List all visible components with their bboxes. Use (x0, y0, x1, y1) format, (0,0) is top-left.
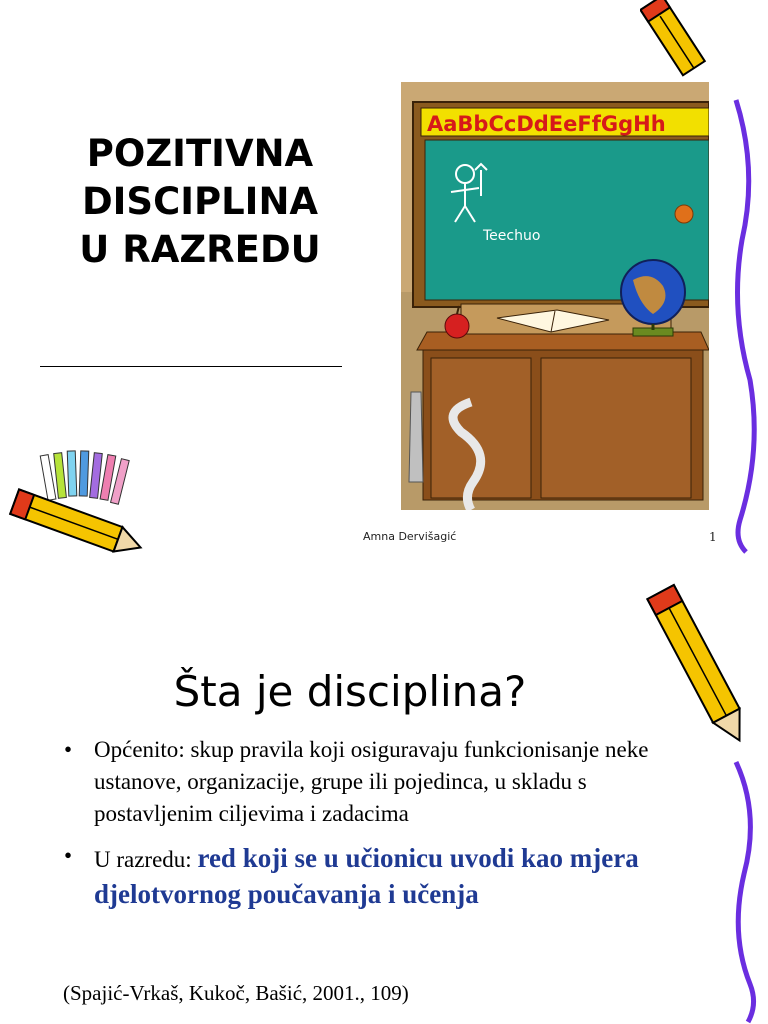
title-divider (40, 366, 342, 367)
page-number: 1 (709, 530, 717, 544)
slide-title (30, 130, 370, 274)
classroom-illustration (401, 82, 709, 510)
citation: (Spajić-Vrkaš, Kukoč, Bašić, 2001., 109) (63, 981, 409, 1005)
title-line-2: DISCIPLINA (81, 180, 319, 223)
slide-2 (0, 568, 768, 1024)
bullet-dot: • (64, 843, 73, 868)
squiggle-decoration (726, 754, 768, 1024)
squiggle-decoration (728, 90, 768, 560)
bullet-item (58, 734, 708, 830)
chalk-text: Teechuo (483, 228, 541, 244)
bullet-list (58, 734, 708, 912)
bullet-item (58, 840, 708, 912)
bullet-dot: • (64, 737, 73, 762)
bullet-emphasis: red koji se u učionicu uvodi kao mjera djelotvornog poučavanja i učenja (94, 843, 639, 909)
crayons-icon (0, 445, 160, 565)
footer-author: Amna Dervišagić (363, 530, 457, 543)
bullet-lead: U razredu: (94, 847, 198, 872)
title-line-3: U RAZREDU (79, 228, 321, 271)
bullet-lead: Općenito (94, 737, 179, 762)
alphabet-strip: AaBbCcDdEeFfGgHh (427, 112, 666, 136)
title-line-1: POZITIVNA (86, 132, 314, 175)
slide-title: Šta je disciplina? (173, 667, 527, 716)
pencil-icon (640, 0, 720, 90)
bullet-text: : skup pravila koji osiguravaju funkcionisanje neke ustanove, organizacije, grupe ili pojedinca, u skladu s postavljenim ciljevima i zadacima (94, 737, 649, 826)
